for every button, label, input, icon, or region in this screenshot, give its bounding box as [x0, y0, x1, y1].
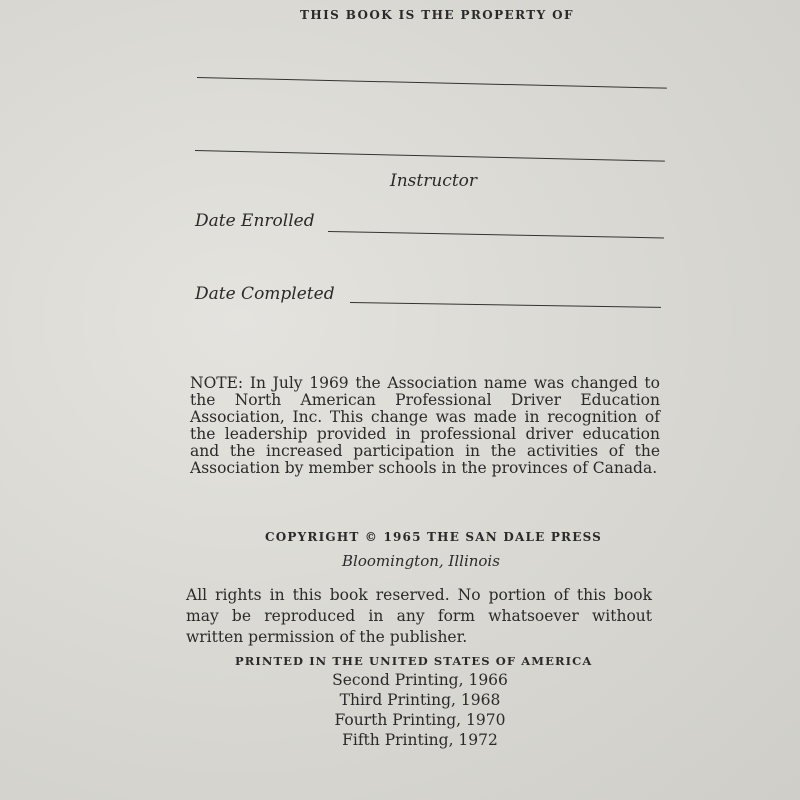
rights-statement: All rights in this book reserved. No portion of this book may be reproduced in any form whatsoever without written permission of the publisher. — [186, 586, 652, 646]
printing-history — [330, 670, 510, 750]
copyright-line: COPYRIGHT © 1965 THE SAN DALE PRESS — [265, 530, 603, 544]
printing-entry: Fourth Printing, 1970 — [334, 711, 506, 729]
printed-in-line: PRINTED IN THE UNITED STATES OF AMERICA — [235, 654, 593, 668]
publisher-location: Bloomington, Illinois — [342, 552, 500, 570]
printing-entry: Fifth Printing, 1972 — [342, 731, 498, 749]
printing-entry: Third Printing, 1968 — [339, 691, 501, 709]
instructor-line — [195, 150, 665, 162]
date-enrolled-label: Date Enrolled — [195, 211, 315, 231]
instructor-label: Instructor — [390, 171, 478, 191]
association-note: NOTE: In July 1969 the Association name was changed to the North American Professional Driver Education Association, Inc. This change was made in recognition of the leadership provided in professional driver education and the increased participation in the activities of the Association by member schools in the provinces of Canada. — [190, 374, 660, 477]
property-of-heading: THIS BOOK IS THE PROPERTY OF — [300, 8, 574, 22]
date-completed-line — [350, 302, 661, 308]
printing-entry: Second Printing, 1966 — [332, 671, 508, 689]
date-enrolled-line — [328, 231, 664, 238]
owner-name-line — [197, 77, 667, 89]
date-completed-label: Date Completed — [195, 284, 335, 304]
